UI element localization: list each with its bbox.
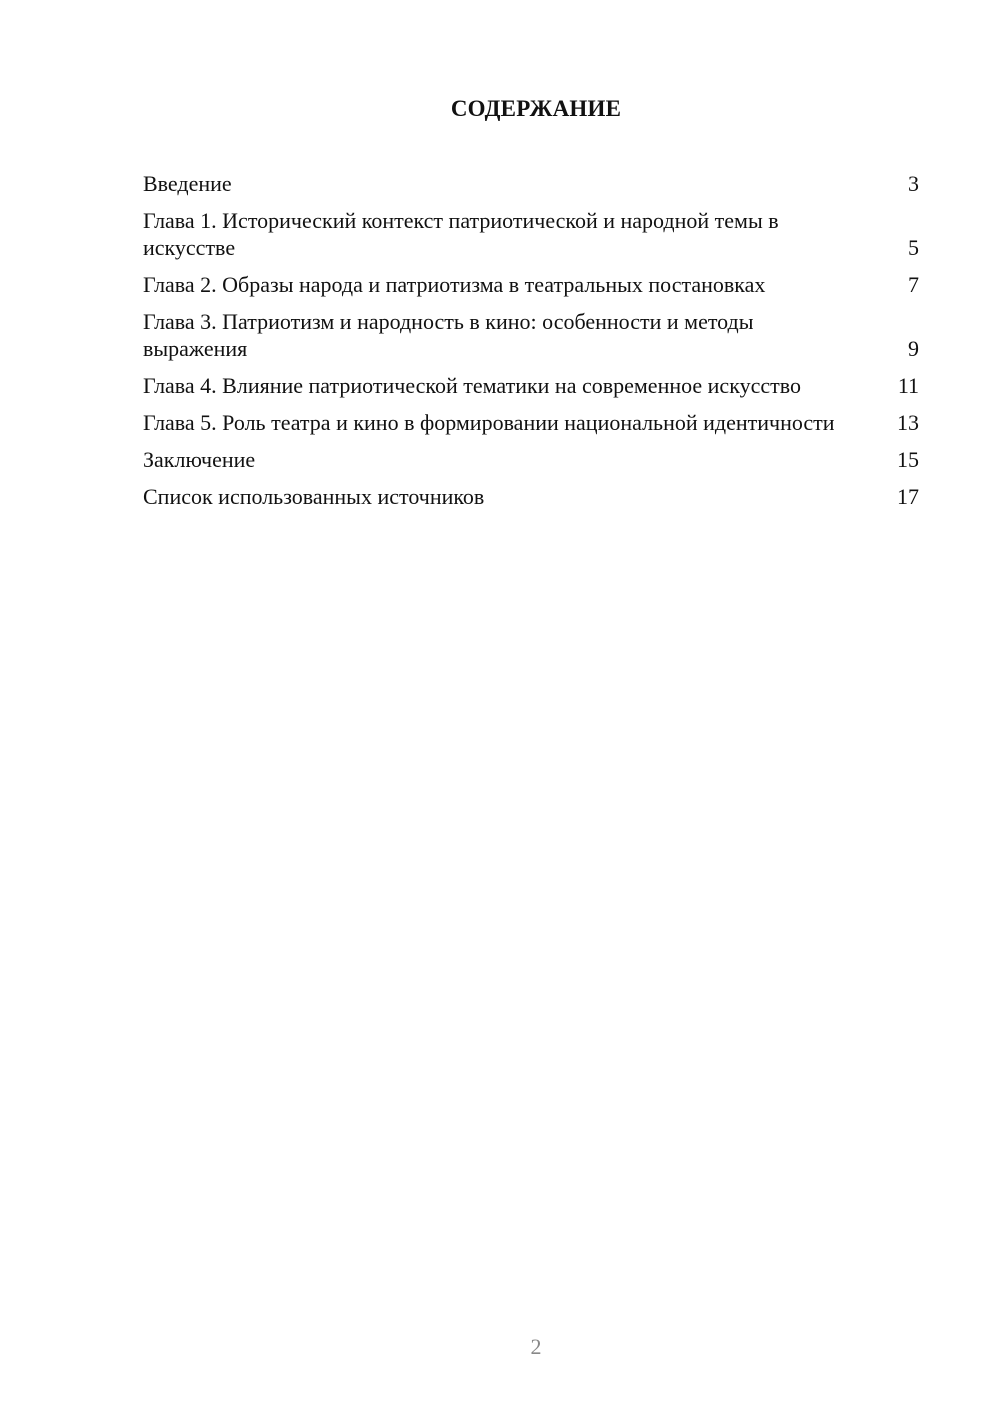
toc-entry-text: Глава 4. Влияние патриотической тематики на современное искусство [143,373,801,398]
toc-entry-page: 15 [897,447,919,472]
toc-entry-chapter-5 [143,409,919,436]
toc-entry-text: Глава 5. Роль театра и кино в формировании национальной идентичности [143,410,835,435]
toc-entry-page: 9 [908,336,919,361]
toc-entry-page: 5 [908,235,919,260]
toc-entry-page: 17 [897,484,919,509]
toc-entry-page: 3 [908,171,919,196]
toc-entry-text: Глава 3. Патриотизм и народность в кино: особенности и методы выражения [143,309,754,361]
toc-entry-page: 11 [897,373,919,398]
toc-entry-chapter-1 [143,207,919,261]
table-of-contents [143,170,919,520]
toc-entry-text: Глава 2. Образы народа и патриотизма в театральных постановках [143,272,766,297]
toc-entry-page: 7 [908,272,919,297]
toc-entry-text: Глава 1. Исторический контекст патриотической и народной темы в искусстве [143,208,779,260]
toc-entry-chapter-4 [143,372,919,399]
page-number: 2 [530,1334,542,1359]
toc-entry-chapter-2 [143,271,919,298]
toc-entry-introduction [143,170,919,197]
page-title: СОДЕРЖАНИЕ [450,96,622,121]
toc-entry-text: Заключение [143,447,256,472]
toc-entry-chapter-3 [143,308,919,362]
toc-entry-references [143,483,919,510]
toc-entry-conclusion [143,446,919,473]
toc-entry-text: Список использованных источников [143,484,485,509]
toc-entry-page: 13 [897,410,919,435]
toc-entry-text: Введение [143,171,232,196]
